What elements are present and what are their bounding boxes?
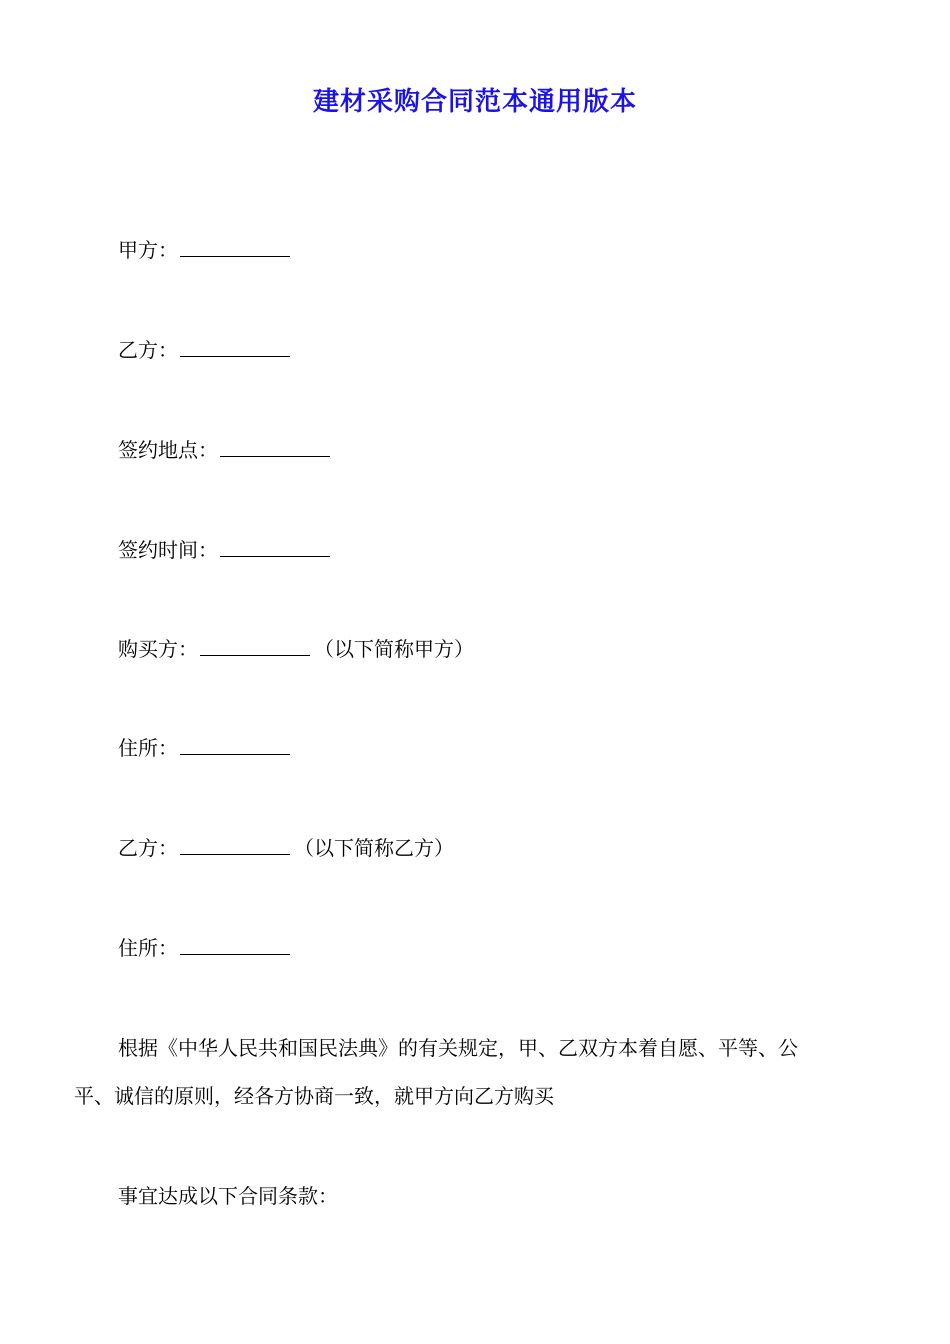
buyer-field [118, 635, 474, 663]
signing-place-blank [220, 438, 330, 457]
seller-blank [180, 836, 290, 855]
buyer-address-blank [180, 736, 290, 755]
party-b-blank [180, 338, 290, 357]
seller-address-label: 住所： [118, 936, 178, 960]
signing-place-label: 签约地点： [118, 438, 218, 462]
seller-field [118, 834, 454, 862]
party-b-field [118, 336, 294, 364]
signing-place-field [118, 436, 334, 464]
seller-suffix: （以下简称乙方） [294, 836, 454, 860]
seller-address-field [118, 934, 294, 962]
buyer-address-label: 住所： [118, 736, 178, 760]
intro-paragraph-line1: 根据《中华人民共和国民法典》的有关规定，甲、乙双方本着自愿、平等、公 [118, 1036, 798, 1060]
buyer-blank [200, 637, 310, 656]
seller-address-blank [180, 936, 290, 955]
signing-time-blank [220, 538, 330, 557]
terms-intro-paragraph: 事宜达成以下合同条款： [118, 1184, 338, 1208]
intro-paragraph-line2: 平、诚信的原则，经各方协商一致，就甲方向乙方购买 [74, 1084, 554, 1108]
seller-label: 乙方： [118, 836, 178, 860]
signing-time-field [118, 536, 334, 564]
signing-time-label: 签约时间： [118, 538, 218, 562]
party-a-field [118, 236, 294, 264]
buyer-suffix: （以下简称甲方） [314, 637, 474, 661]
buyer-address-field [118, 734, 294, 762]
party-b-label: 乙方： [118, 338, 178, 362]
party-a-blank [180, 238, 290, 257]
buyer-label: 购买方： [118, 637, 198, 661]
party-a-label: 甲方： [118, 238, 178, 262]
document-title: 建材采购合同范本通用版本 [312, 87, 637, 117]
